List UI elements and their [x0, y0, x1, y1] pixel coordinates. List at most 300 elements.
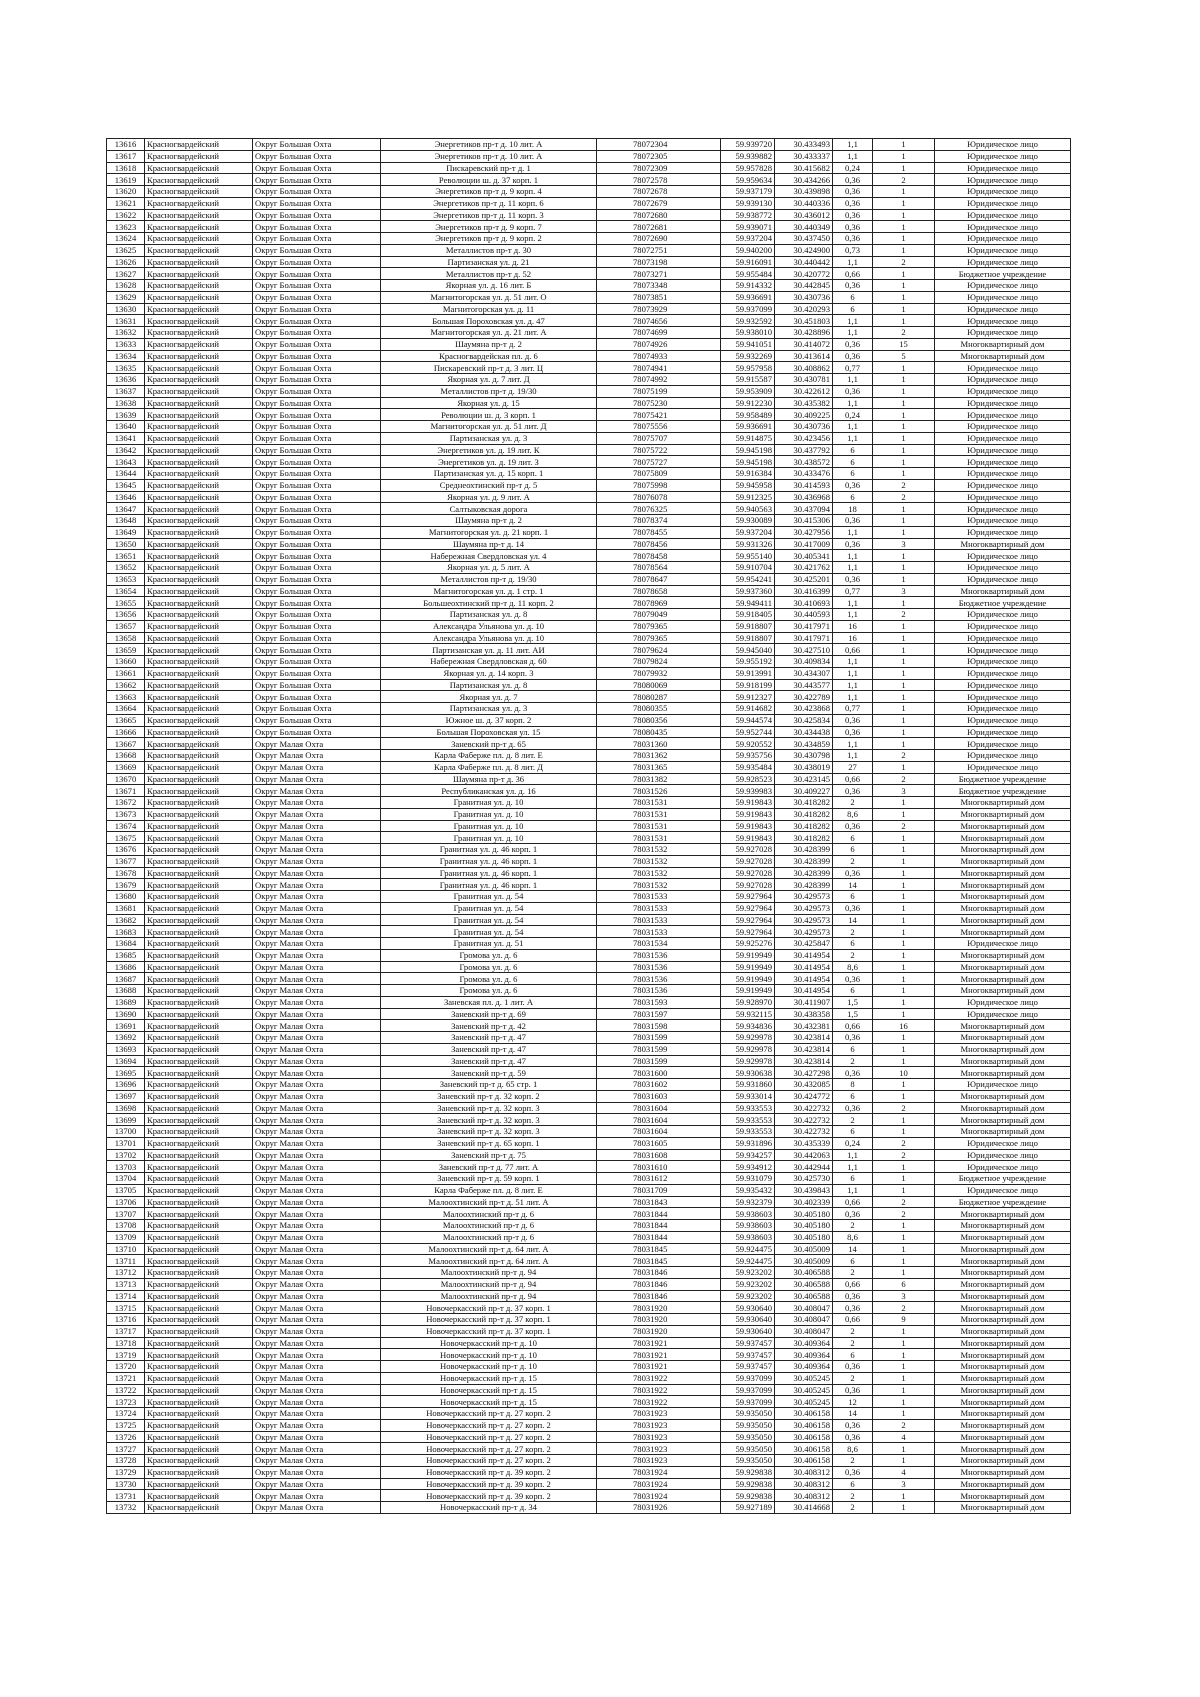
- count-cell: 1: [873, 150, 935, 162]
- table-row: [107, 855, 1071, 867]
- district-cell: Красногвардейский: [145, 1372, 253, 1384]
- longitude-cell: 30.437094: [775, 503, 833, 515]
- row-number-cell: 13701: [107, 1137, 145, 1149]
- object-code-cell: 78080356: [597, 714, 721, 726]
- owner-type-cell: Юридическое лицо: [935, 432, 1071, 444]
- longitude-cell: 30.414593: [775, 479, 833, 491]
- owner-type-cell: Многоквартирный дом: [935, 1502, 1071, 1514]
- longitude-cell: 30.402339: [775, 1196, 833, 1208]
- longitude-cell: 30.406158: [775, 1419, 833, 1431]
- municipality-cell: Округ Малая Охта: [253, 855, 381, 867]
- address-cell: Малоохтинский пр-т д. 94: [381, 1278, 597, 1290]
- row-number-cell: 13699: [107, 1114, 145, 1126]
- power-cell: 0,36: [833, 726, 873, 738]
- table-row: [107, 1384, 1071, 1396]
- latitude-cell: 59.932269: [721, 350, 775, 362]
- table-row: [107, 996, 1071, 1008]
- municipality-cell: Округ Малая Охта: [253, 761, 381, 773]
- latitude-cell: 59.927028: [721, 855, 775, 867]
- object-code-cell: 78074933: [597, 350, 721, 362]
- power-cell: 6: [833, 444, 873, 456]
- power-cell: 8,6: [833, 1231, 873, 1243]
- object-code-cell: 78078969: [597, 597, 721, 609]
- district-cell: Красногвардейский: [145, 503, 253, 515]
- longitude-cell: 30.442845: [775, 280, 833, 292]
- latitude-cell: 59.939130: [721, 197, 775, 209]
- longitude-cell: 30.429573: [775, 926, 833, 938]
- power-cell: 0,36: [833, 479, 873, 491]
- latitude-cell: 59.932592: [721, 315, 775, 327]
- object-code-cell: 78031923: [597, 1408, 721, 1420]
- table-row: [107, 644, 1071, 656]
- district-cell: Красногвардейский: [145, 679, 253, 691]
- address-cell: Партизанская ул. д. 3: [381, 703, 597, 715]
- row-number-cell: 13652: [107, 562, 145, 574]
- address-cell: Гранитная ул. д. 54: [381, 914, 597, 926]
- owner-type-cell: Юридическое лицо: [935, 573, 1071, 585]
- count-cell: 1: [873, 902, 935, 914]
- count-cell: 1: [873, 409, 935, 421]
- longitude-cell: 30.405341: [775, 550, 833, 562]
- address-cell: Энергетиков ул. д. 19 лит. К: [381, 444, 597, 456]
- row-number-cell: 13678: [107, 867, 145, 879]
- address-cell: Заневский пр-т д. 42: [381, 1020, 597, 1032]
- latitude-cell: 59.937204: [721, 526, 775, 538]
- power-cell: 0,36: [833, 1419, 873, 1431]
- address-cell: Металлистов пр-т д. 19/30: [381, 573, 597, 585]
- municipality-cell: Округ Большая Охта: [253, 479, 381, 491]
- row-number-cell: 13727: [107, 1443, 145, 1455]
- count-cell: 1: [873, 1008, 935, 1020]
- object-code-cell: 78031924: [597, 1478, 721, 1490]
- table-row: [107, 785, 1071, 797]
- power-cell: 2: [833, 855, 873, 867]
- row-number-cell: 13702: [107, 1149, 145, 1161]
- longitude-cell: 30.430798: [775, 750, 833, 762]
- district-cell: Красногвардейский: [145, 385, 253, 397]
- district-cell: Красногвардейский: [145, 985, 253, 997]
- power-cell: 6: [833, 491, 873, 503]
- district-cell: Красногвардейский: [145, 1243, 253, 1255]
- object-code-cell: 78031603: [597, 1090, 721, 1102]
- count-cell: 1: [873, 973, 935, 985]
- longitude-cell: 30.405009: [775, 1255, 833, 1267]
- count-cell: 1: [873, 891, 935, 903]
- longitude-cell: 30.409364: [775, 1349, 833, 1361]
- latitude-cell: 59.938603: [721, 1231, 775, 1243]
- object-code-cell: 78031846: [597, 1267, 721, 1279]
- object-code-cell: 78031597: [597, 1008, 721, 1020]
- latitude-cell: 59.933014: [721, 1090, 775, 1102]
- owner-type-cell: Многоквартирный дом: [935, 1102, 1071, 1114]
- count-cell: 1: [873, 1443, 935, 1455]
- object-code-cell: 78072681: [597, 221, 721, 233]
- address-cell: Заневский пр-т д. 77 лит. А: [381, 1161, 597, 1173]
- owner-type-cell: Многоквартирный дом: [935, 820, 1071, 832]
- address-cell: Большая Пороховская ул. 15: [381, 726, 597, 738]
- municipality-cell: Округ Малая Охта: [253, 1208, 381, 1220]
- address-cell: Магнитогорская ул. д. 51 лит. Д: [381, 421, 597, 433]
- address-cell: Энергетиков пр-т д. 9 корп. 4: [381, 186, 597, 198]
- table-row: [107, 432, 1071, 444]
- longitude-cell: 30.425847: [775, 938, 833, 950]
- latitude-cell: 59.930640: [721, 1325, 775, 1337]
- longitude-cell: 30.434307: [775, 667, 833, 679]
- row-number-cell: 13634: [107, 350, 145, 362]
- longitude-cell: 30.433476: [775, 468, 833, 480]
- municipality-cell: Округ Большая Охта: [253, 491, 381, 503]
- address-cell: Энергетиков пр-т д. 9 корп. 7: [381, 221, 597, 233]
- address-cell: Новочеркасский пр-т д. 10: [381, 1361, 597, 1373]
- address-cell: Шаумяна пр-т д. 14: [381, 538, 597, 550]
- municipality-cell: Округ Большая Охта: [253, 444, 381, 456]
- count-cell: 1: [873, 1267, 935, 1279]
- object-code-cell: 78031923: [597, 1455, 721, 1467]
- object-code-cell: 78031846: [597, 1290, 721, 1302]
- owner-type-cell: Юридическое лицо: [935, 562, 1071, 574]
- object-code-cell: 78075556: [597, 421, 721, 433]
- owner-type-cell: Юридическое лицо: [935, 1137, 1071, 1149]
- longitude-cell: 30.406588: [775, 1278, 833, 1290]
- latitude-cell: 59.930640: [721, 1302, 775, 1314]
- power-cell: 1,5: [833, 1008, 873, 1020]
- latitude-cell: 59.923202: [721, 1290, 775, 1302]
- longitude-cell: 30.435382: [775, 397, 833, 409]
- municipality-cell: Округ Малая Охта: [253, 1443, 381, 1455]
- latitude-cell: 59.914682: [721, 703, 775, 715]
- address-cell: Малоохтинский пр-т д. 94: [381, 1290, 597, 1302]
- object-code-cell: 78031844: [597, 1231, 721, 1243]
- count-cell: 1: [873, 656, 935, 668]
- object-code-cell: 78075809: [597, 468, 721, 480]
- municipality-cell: Округ Малая Охта: [253, 1161, 381, 1173]
- table-row: [107, 797, 1071, 809]
- owner-type-cell: Юридическое лицо: [935, 385, 1071, 397]
- address-cell: Карла Фаберже пл. д. 8 лит. Д: [381, 761, 597, 773]
- object-code-cell: 78072751: [597, 244, 721, 256]
- district-cell: Красногвардейский: [145, 1455, 253, 1467]
- table-row: [107, 609, 1071, 621]
- row-number-cell: 13638: [107, 397, 145, 409]
- municipality-cell: Округ Малая Охта: [253, 1325, 381, 1337]
- row-number-cell: 13648: [107, 515, 145, 527]
- table-row: [107, 773, 1071, 785]
- row-number-cell: 13635: [107, 362, 145, 374]
- row-number-cell: 13728: [107, 1455, 145, 1467]
- table-row: [107, 1161, 1071, 1173]
- table-row: [107, 985, 1071, 997]
- table-row: [107, 350, 1071, 362]
- latitude-cell: 59.915587: [721, 374, 775, 386]
- longitude-cell: 30.436968: [775, 491, 833, 503]
- longitude-cell: 30.427298: [775, 1067, 833, 1079]
- power-cell: 1,1: [833, 139, 873, 151]
- latitude-cell: 59.912327: [721, 691, 775, 703]
- count-cell: 1: [873, 1372, 935, 1384]
- object-code-cell: 78031600: [597, 1067, 721, 1079]
- longitude-cell: 30.418282: [775, 808, 833, 820]
- table-row: [107, 256, 1071, 268]
- row-number-cell: 13708: [107, 1220, 145, 1232]
- district-cell: Красногвардейский: [145, 233, 253, 245]
- municipality-cell: Округ Большая Охта: [253, 186, 381, 198]
- row-number-cell: 13645: [107, 479, 145, 491]
- power-cell: 6: [833, 1043, 873, 1055]
- object-code-cell: 78031923: [597, 1431, 721, 1443]
- count-cell: 1: [873, 761, 935, 773]
- count-cell: 2: [873, 609, 935, 621]
- municipality-cell: Округ Малая Охта: [253, 1173, 381, 1185]
- power-cell: 12: [833, 1396, 873, 1408]
- district-cell: Красногвардейский: [145, 562, 253, 574]
- longitude-cell: 30.418282: [775, 832, 833, 844]
- row-number-cell: 13707: [107, 1208, 145, 1220]
- longitude-cell: 30.406158: [775, 1431, 833, 1443]
- address-cell: Красногвардейская пл. д. 6: [381, 350, 597, 362]
- municipality-cell: Округ Малая Охта: [253, 1032, 381, 1044]
- object-code-cell: 78072680: [597, 209, 721, 221]
- longitude-cell: 30.417971: [775, 632, 833, 644]
- registry-table: [106, 138, 1071, 1514]
- owner-type-cell: Многоквартирный дом: [935, 338, 1071, 350]
- row-number-cell: 13664: [107, 703, 145, 715]
- row-number-cell: 13623: [107, 221, 145, 233]
- count-cell: 5: [873, 350, 935, 362]
- address-cell: Республиканская ул. д. 16: [381, 785, 597, 797]
- municipality-cell: Округ Малая Охта: [253, 1067, 381, 1079]
- municipality-cell: Округ Большая Охта: [253, 726, 381, 738]
- address-cell: Новочеркасский пр-т д. 10: [381, 1349, 597, 1361]
- latitude-cell: 59.912325: [721, 491, 775, 503]
- longitude-cell: 30.405009: [775, 1243, 833, 1255]
- table-row: [107, 820, 1071, 832]
- address-cell: Громова ул. д. 6: [381, 949, 597, 961]
- owner-type-cell: Многоквартирный дом: [935, 973, 1071, 985]
- object-code-cell: 78031536: [597, 949, 721, 961]
- owner-type-cell: Юридическое лицо: [935, 468, 1071, 480]
- count-cell: 1: [873, 703, 935, 715]
- table-row: [107, 479, 1071, 491]
- count-cell: 1: [873, 620, 935, 632]
- count-cell: 1: [873, 315, 935, 327]
- longitude-cell: 30.434266: [775, 174, 833, 186]
- owner-type-cell: Юридическое лицо: [935, 479, 1071, 491]
- longitude-cell: 30.428896: [775, 327, 833, 339]
- table-row: [107, 1008, 1071, 1020]
- object-code-cell: 78074992: [597, 374, 721, 386]
- municipality-cell: Округ Малая Охта: [253, 1384, 381, 1396]
- power-cell: 0,36: [833, 1384, 873, 1396]
- district-cell: Красногвардейский: [145, 456, 253, 468]
- power-cell: 0,36: [833, 1067, 873, 1079]
- address-cell: Гранитная ул. д. 54: [381, 902, 597, 914]
- latitude-cell: 59.955484: [721, 268, 775, 280]
- power-cell: 1,1: [833, 150, 873, 162]
- row-number-cell: 13671: [107, 785, 145, 797]
- owner-type-cell: Юридическое лицо: [935, 139, 1071, 151]
- row-number-cell: 13625: [107, 244, 145, 256]
- address-cell: Заневский пр-т д. 65 стр. 1: [381, 1079, 597, 1091]
- object-code-cell: 78031926: [597, 1502, 721, 1514]
- district-cell: Красногвардейский: [145, 468, 253, 480]
- latitude-cell: 59.930089: [721, 515, 775, 527]
- district-cell: Красногвардейский: [145, 867, 253, 879]
- power-cell: 6: [833, 1126, 873, 1138]
- address-cell: Гранитная ул. д. 10: [381, 832, 597, 844]
- owner-type-cell: Многоквартирный дом: [935, 1231, 1071, 1243]
- address-cell: Новочеркасский пр-т д. 37 корп. 1: [381, 1325, 597, 1337]
- object-code-cell: 78073851: [597, 291, 721, 303]
- power-cell: 0,36: [833, 515, 873, 527]
- latitude-cell: 59.912230: [721, 397, 775, 409]
- longitude-cell: 30.440442: [775, 256, 833, 268]
- power-cell: 0,36: [833, 1466, 873, 1478]
- municipality-cell: Округ Малая Охта: [253, 808, 381, 820]
- longitude-cell: 30.429573: [775, 902, 833, 914]
- object-code-cell: 78031531: [597, 808, 721, 820]
- row-number-cell: 13659: [107, 644, 145, 656]
- owner-type-cell: Юридическое лицо: [935, 1079, 1071, 1091]
- object-code-cell: 78076078: [597, 491, 721, 503]
- power-cell: 1,1: [833, 656, 873, 668]
- municipality-cell: Округ Большая Охта: [253, 327, 381, 339]
- count-cell: 2: [873, 1102, 935, 1114]
- power-cell: 0,36: [833, 280, 873, 292]
- longitude-cell: 30.434438: [775, 726, 833, 738]
- row-number-cell: 13617: [107, 150, 145, 162]
- count-cell: 1: [873, 726, 935, 738]
- owner-type-cell: Юридическое лицо: [935, 714, 1071, 726]
- address-cell: Пискаревский пр-т д. 1: [381, 162, 597, 174]
- object-code-cell: 78031844: [597, 1208, 721, 1220]
- owner-type-cell: Юридическое лицо: [935, 726, 1071, 738]
- longitude-cell: 30.409834: [775, 656, 833, 668]
- address-cell: Малоохтинский пр-т д. 64 лит. А: [381, 1243, 597, 1255]
- district-cell: Красногвардейский: [145, 1337, 253, 1349]
- address-cell: Новочеркасский пр-т д. 37 корп. 1: [381, 1302, 597, 1314]
- power-cell: 6: [833, 1255, 873, 1267]
- address-cell: Новочеркасский пр-т д. 39 корп. 2: [381, 1490, 597, 1502]
- table-row: [107, 268, 1071, 280]
- district-cell: Красногвардейский: [145, 1020, 253, 1032]
- table-row: [107, 620, 1071, 632]
- table-row: [107, 327, 1071, 339]
- municipality-cell: Округ Большая Охта: [253, 197, 381, 209]
- power-cell: 6: [833, 1349, 873, 1361]
- power-cell: 1,1: [833, 1184, 873, 1196]
- address-cell: Партизанская ул. д. 8: [381, 679, 597, 691]
- object-code-cell: 78031846: [597, 1278, 721, 1290]
- object-code-cell: 78078564: [597, 562, 721, 574]
- count-cell: 16: [873, 1020, 935, 1032]
- object-code-cell: 78031602: [597, 1079, 721, 1091]
- count-cell: 1: [873, 385, 935, 397]
- object-code-cell: 78031532: [597, 879, 721, 891]
- object-code-cell: 78072678: [597, 186, 721, 198]
- row-number-cell: 13685: [107, 949, 145, 961]
- longitude-cell: 30.423868: [775, 703, 833, 715]
- longitude-cell: 30.405245: [775, 1396, 833, 1408]
- longitude-cell: 30.409225: [775, 409, 833, 421]
- object-code-cell: 78031533: [597, 926, 721, 938]
- table-row: [107, 562, 1071, 574]
- longitude-cell: 30.406158: [775, 1455, 833, 1467]
- address-cell: Громова ул. д. 6: [381, 961, 597, 973]
- table-row: [107, 656, 1071, 668]
- owner-type-cell: Многоквартирный дом: [935, 1349, 1071, 1361]
- longitude-cell: 30.438572: [775, 456, 833, 468]
- longitude-cell: 30.414954: [775, 985, 833, 997]
- owner-type-cell: Юридическое лицо: [935, 656, 1071, 668]
- count-cell: 1: [873, 209, 935, 221]
- district-cell: Красногвардейский: [145, 597, 253, 609]
- table-row: [107, 1455, 1071, 1467]
- power-cell: 2: [833, 1337, 873, 1349]
- address-cell: Якорная ул. д. 14 корп. 3: [381, 667, 597, 679]
- power-cell: 0,36: [833, 1361, 873, 1373]
- row-number-cell: 13644: [107, 468, 145, 480]
- power-cell: 2: [833, 1055, 873, 1067]
- power-cell: 1,1: [833, 421, 873, 433]
- longitude-cell: 30.418282: [775, 820, 833, 832]
- address-cell: Заневский пр-т д. 65 корп. 1: [381, 1137, 597, 1149]
- longitude-cell: 30.408312: [775, 1478, 833, 1490]
- table-row: [107, 1137, 1071, 1149]
- longitude-cell: 30.418282: [775, 797, 833, 809]
- owner-type-cell: Юридическое лицо: [935, 444, 1071, 456]
- count-cell: 1: [873, 961, 935, 973]
- district-cell: Красногвардейский: [145, 1149, 253, 1161]
- power-cell: 0,73: [833, 244, 873, 256]
- power-cell: 0,66: [833, 773, 873, 785]
- municipality-cell: Округ Малая Охта: [253, 1372, 381, 1384]
- address-cell: Революции ш. д. 37 корп. 1: [381, 174, 597, 186]
- power-cell: 1,1: [833, 597, 873, 609]
- object-code-cell: 78075727: [597, 456, 721, 468]
- row-number-cell: 13656: [107, 609, 145, 621]
- power-cell: 1,1: [833, 526, 873, 538]
- longitude-cell: 30.436012: [775, 209, 833, 221]
- municipality-cell: Округ Большая Охта: [253, 562, 381, 574]
- count-cell: 1: [873, 1173, 935, 1185]
- municipality-cell: Округ Большая Охта: [253, 397, 381, 409]
- table-row: [107, 1220, 1071, 1232]
- count-cell: 1: [873, 1349, 935, 1361]
- municipality-cell: Округ Большая Охта: [253, 315, 381, 327]
- table-row: [107, 1372, 1071, 1384]
- count-cell: 3: [873, 585, 935, 597]
- table-row: [107, 1302, 1071, 1314]
- power-cell: 1,1: [833, 256, 873, 268]
- object-code-cell: 78031532: [597, 855, 721, 867]
- longitude-cell: 30.424772: [775, 1090, 833, 1102]
- object-code-cell: 78075722: [597, 444, 721, 456]
- address-cell: Новочеркасский пр-т д. 37 корп. 1: [381, 1314, 597, 1326]
- address-cell: Заневский пр-т д. 69: [381, 1008, 597, 1020]
- table-row: [107, 186, 1071, 198]
- longitude-cell: 30.429573: [775, 914, 833, 926]
- longitude-cell: 30.405245: [775, 1384, 833, 1396]
- row-number-cell: 13732: [107, 1502, 145, 1514]
- owner-type-cell: Юридическое лицо: [935, 327, 1071, 339]
- longitude-cell: 30.424900: [775, 244, 833, 256]
- longitude-cell: 30.451803: [775, 315, 833, 327]
- latitude-cell: 59.919843: [721, 797, 775, 809]
- count-cell: 1: [873, 691, 935, 703]
- district-cell: Красногвардейский: [145, 1349, 253, 1361]
- district-cell: Красногвардейский: [145, 362, 253, 374]
- municipality-cell: Округ Большая Охта: [253, 338, 381, 350]
